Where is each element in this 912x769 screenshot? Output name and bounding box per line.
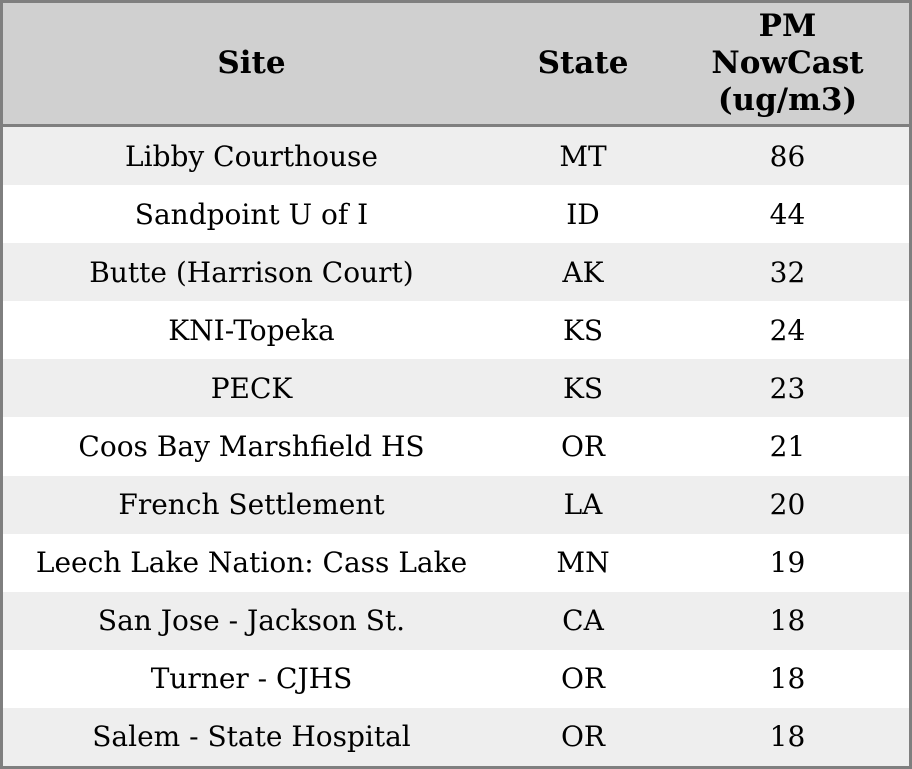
site-cell: KNI-Topeka: [168, 313, 335, 347]
pm-nowcast-cell: 18: [769, 662, 806, 696]
pm-nowcast-cell: 18: [769, 604, 806, 638]
site-cell: Leech Lake Nation: Cass Lake: [35, 546, 468, 580]
table-row: [3, 708, 909, 766]
column-header-pm-nowcast: [666, 3, 909, 126]
header-row: [3, 3, 909, 126]
site-cell: Coos Bay Marshfield HS: [78, 429, 425, 463]
state-cell: OR: [560, 429, 606, 463]
column-header-state: [500, 3, 666, 126]
pm-nowcast-cell: 24: [769, 313, 806, 347]
pm-nowcast-cell: 19: [769, 546, 806, 580]
state-cell: AK: [562, 255, 604, 289]
table-row: [3, 592, 909, 650]
site-cell: Libby Courthouse: [125, 139, 378, 173]
site-cell: Butte (Harrison Court): [89, 255, 414, 289]
state-cell: OR: [560, 662, 606, 696]
table-row: [3, 650, 909, 708]
site-cell: Turner - CJHS: [150, 662, 353, 696]
table-row: [3, 126, 909, 186]
state-cell: ID: [566, 197, 600, 231]
pm-nowcast-cell: 23: [769, 371, 806, 405]
pm-nowcast-cell: 18: [769, 720, 806, 754]
state-cell: CA: [562, 604, 604, 638]
column-header-pm-line3: (ug/m3): [717, 82, 858, 119]
state-cell: OR: [560, 720, 606, 754]
pm-nowcast-cell: 21: [769, 429, 806, 463]
table-row: [3, 243, 909, 301]
column-header-site-label: Site: [217, 44, 286, 81]
pm-nowcast-cell: 32: [769, 255, 806, 289]
site-cell: San Jose - Jackson St.: [97, 604, 406, 638]
table-body: [3, 126, 909, 767]
table-row: [3, 301, 909, 359]
pm-nowcast-table: [3, 3, 909, 766]
table-header: [3, 3, 909, 126]
table-row: [3, 359, 909, 417]
state-cell: KS: [562, 371, 604, 405]
table-row: [3, 476, 909, 534]
table-row: [3, 185, 909, 243]
pm-nowcast-cell: 20: [769, 488, 806, 522]
column-header-site: [3, 3, 500, 126]
site-cell: French Settlement: [118, 488, 385, 522]
table-row: [3, 417, 909, 475]
state-cell: MN: [556, 546, 610, 580]
state-cell: LA: [563, 488, 603, 522]
pm-nowcast-cell: 86: [769, 139, 806, 173]
table-row: [3, 534, 909, 592]
pm-nowcast-cell: 44: [769, 197, 806, 231]
state-cell: MT: [559, 139, 607, 173]
state-cell: KS: [562, 313, 604, 347]
site-cell: Salem - State Hospital: [92, 720, 411, 754]
column-header-state-label: State: [537, 44, 629, 81]
column-header-pm-line1: PM: [758, 7, 817, 44]
site-cell: Sandpoint U of I: [134, 197, 369, 231]
column-header-pm-line2: NowCast: [711, 44, 864, 81]
site-cell: PECK: [210, 371, 293, 405]
